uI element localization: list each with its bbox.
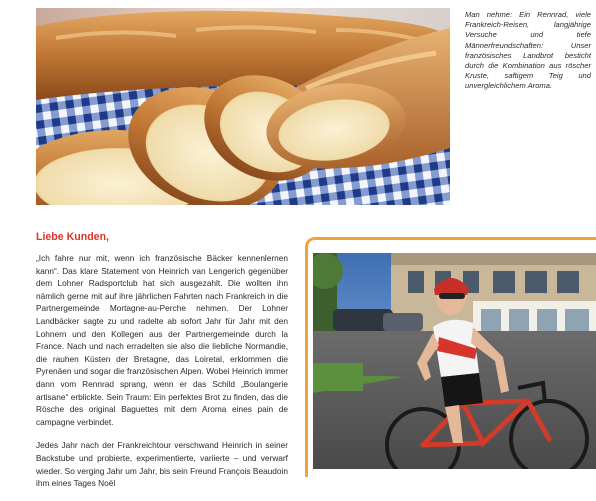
article-paragraph: „Ich fahre nur mit, wenn ich französische Bäcker kennenlernen kann“. Das klare Statement von Heinrich van Lengerich gegenüber dem Lohner Radsportclub hat sich ausgezahlt. Die wollten ihn nämlich gerne mit auf ihre jährlichen Fahrten nach Frankreich in die Partnergemeinde Mortagne-au-Perche nehmen. Der Lohner Landbäcker sagte zu und radelte ab sofort Jahr für Jahr mit den Lohnern und den Kollegen aus der Partnergemeinde durch la France. Nach und nach erradelten sie also die liebliche Normandie, die rauhen Küsten der Bretagne, das Loiretal, erklommen die Pyrenäen und sogar die französischen Alpen. Wobei Heinrich immer dann vom Rennrad sprang, wenn er das Schild „Boulangerie artisane“ erblickte. Sein Traum: Ein perfektes Brot zu finden, das die Rösche des original Baguettes mit dem Aroma eines pain de campagne verbindet. [36,253,288,427]
article-paragraph: Jedes Jahr nach der Frankreichtour verschwand Heinrich in seiner Backstube und probierte, experimentierte, variierte – und verwarf wieder. So verging Jahr um Jahr, bis sein Freund François Beaudoin ihm eines Tages Noël [36,440,288,489]
photo-caption: Man nehme: Ein Rennrad, viele Frankreich-Reisen, langjährige Versuche und tiefe Männerfreundschaften: Unser französisches Landbrot besticht durch die Kombination aus röscher Kruste, saftigem Teig und unvergleichlichem Aroma. [465,10,591,91]
greeting-heading: Liebe Kunden, [36,231,109,243]
article-body [36,252,288,501]
bread-photo [36,8,450,205]
cyclist-photo [313,253,596,469]
